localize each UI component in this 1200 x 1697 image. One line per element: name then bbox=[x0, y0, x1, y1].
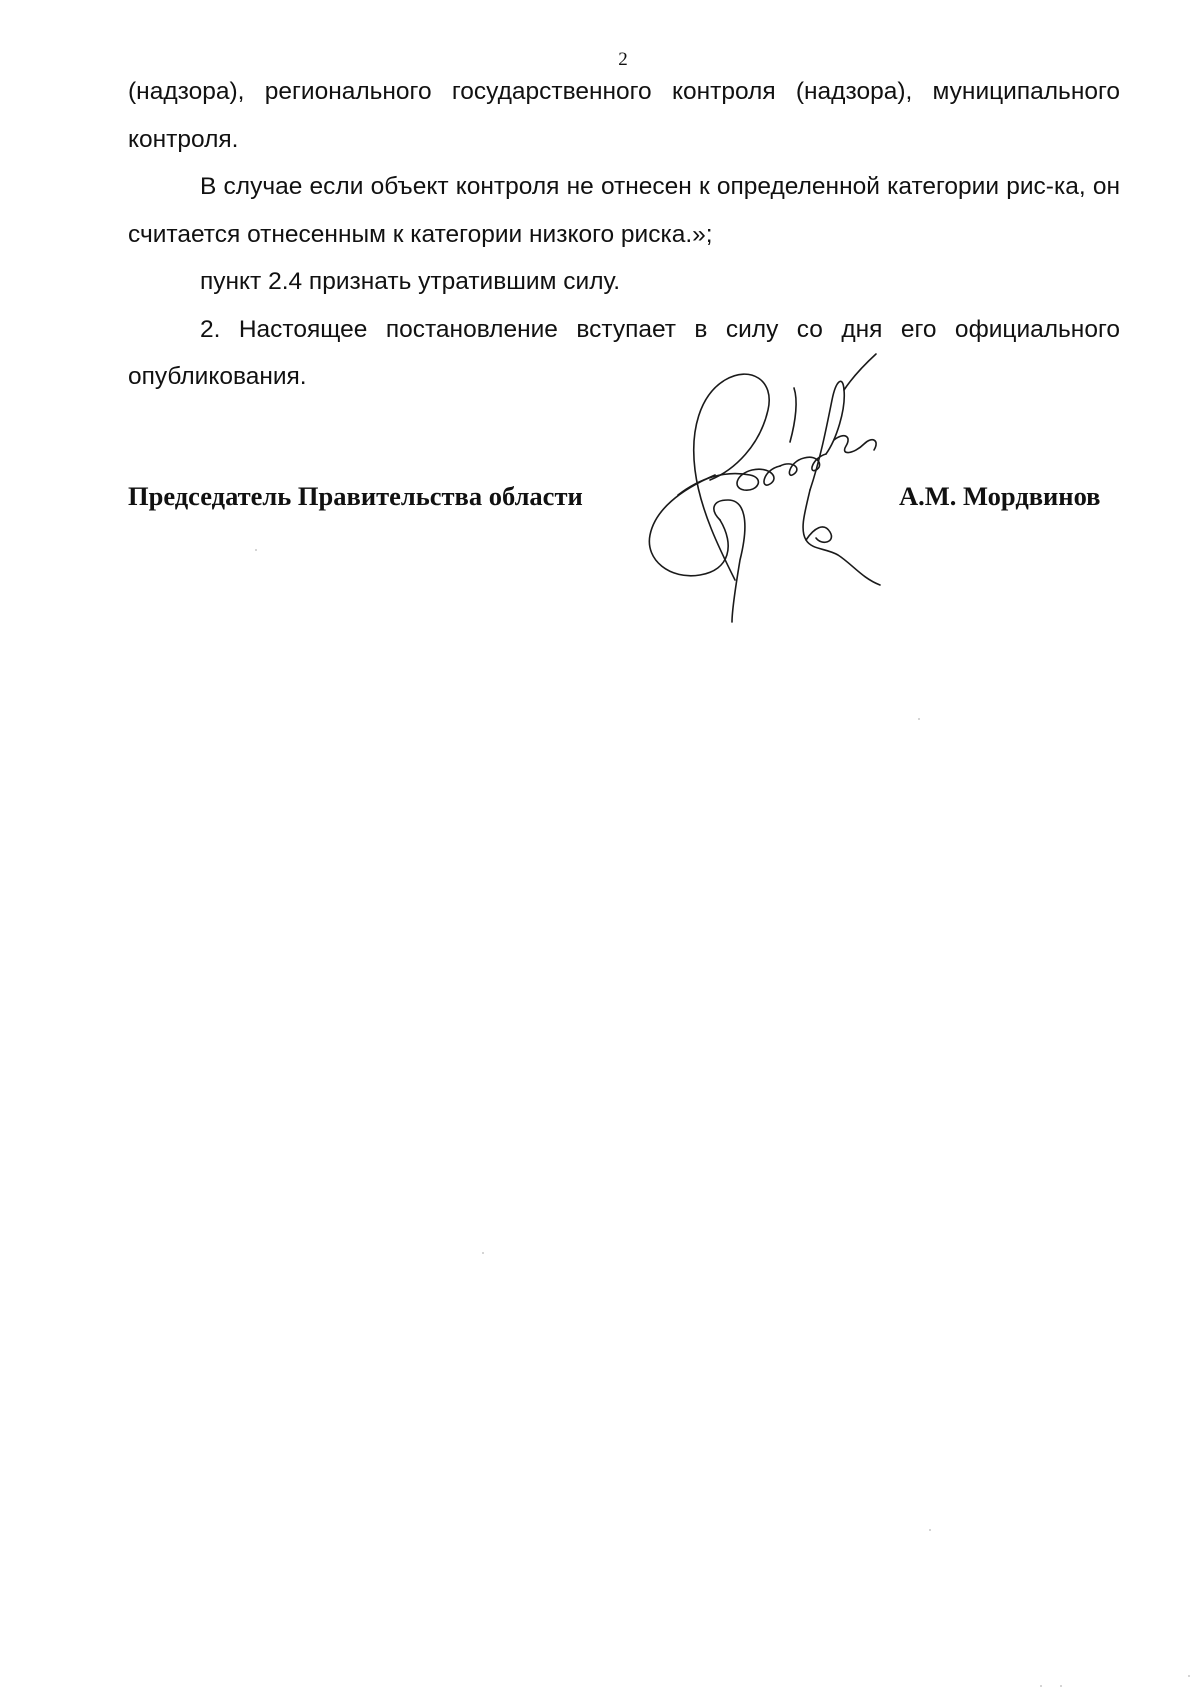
signer-name: А.М. Мордвинов bbox=[899, 481, 1101, 511]
signer-position: Председатель Правительства области bbox=[128, 481, 583, 511]
scan-artifact bbox=[255, 549, 257, 551]
paragraph-entry-into-force: 2. Настоящее постановление вступает в силу со дня его официального опубликования. bbox=[128, 315, 1120, 390]
scan-artifact bbox=[1060, 1685, 1062, 1687]
paragraph-clause-repeal: пункт 2.4 признать утратившим силу. bbox=[200, 268, 621, 295]
scan-artifact bbox=[918, 718, 920, 720]
document-body bbox=[128, 68, 1120, 401]
paragraph-risk-category: В случае если объект контроля не отнесен к определенной категории рис-ка, он считается отнесенным к категории низкого риска.»; bbox=[128, 173, 1120, 248]
scan-artifact bbox=[482, 1252, 484, 1254]
scan-artifact bbox=[1188, 1675, 1190, 1677]
scan-artifact bbox=[1040, 1685, 1042, 1687]
paragraph-continuation: (надзора), регионального государственного контроля (надзора), муниципального контроля. bbox=[128, 78, 1120, 153]
scan-artifact bbox=[929, 1529, 931, 1531]
page-number: 2 bbox=[618, 49, 628, 70]
signature-block bbox=[128, 476, 1120, 516]
